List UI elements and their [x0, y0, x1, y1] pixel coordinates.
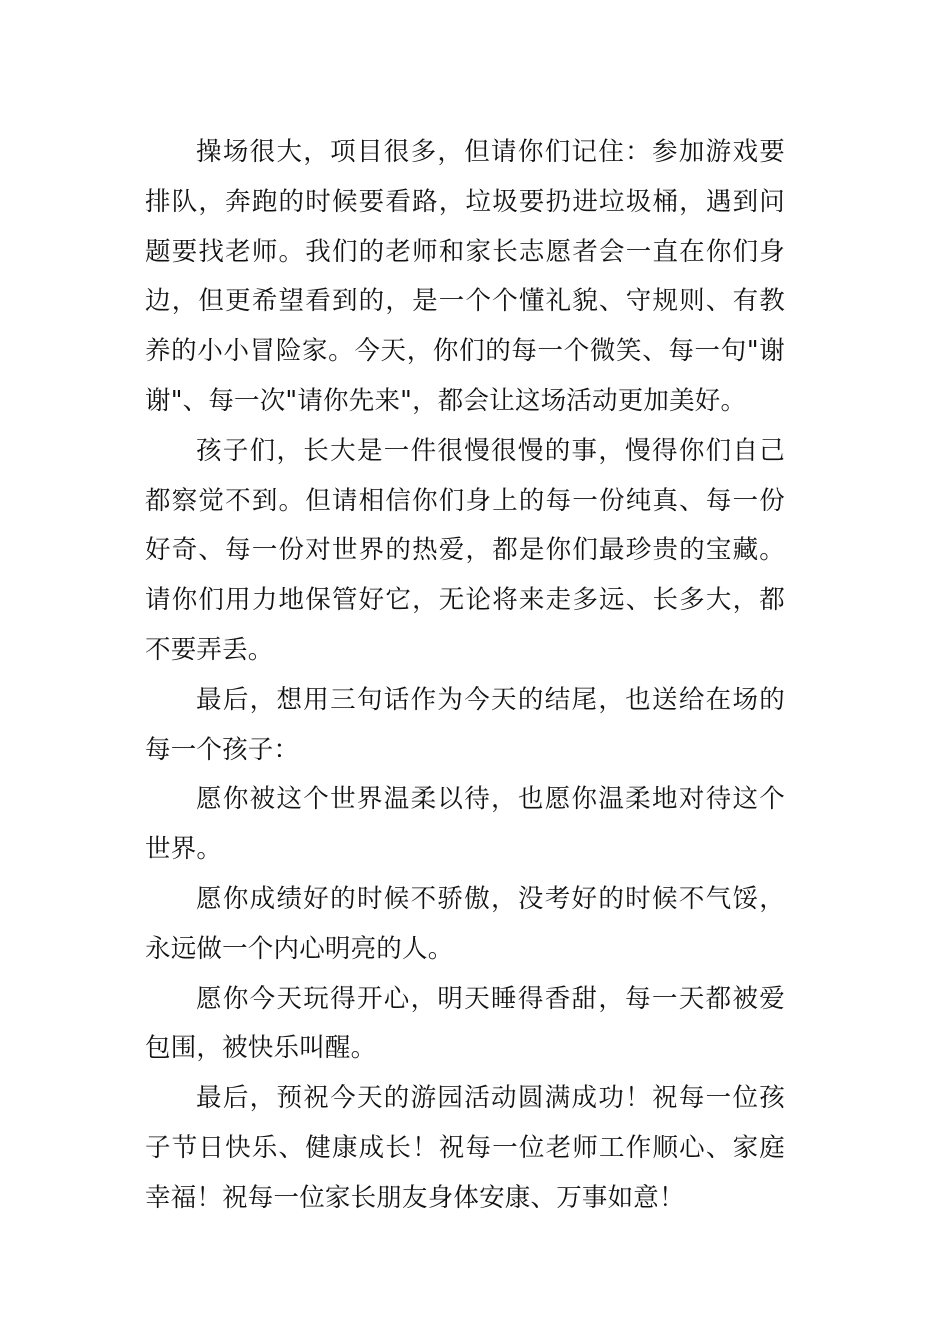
- paragraph: 最后，预祝今天的游园活动圆满成功！祝每一位孩子节日快乐、健康成长！祝每一位老师工作顺心、家庭幸福！祝每一位家长朋友身体安康、万事如意！: [145, 1083, 785, 1213]
- paragraph: 愿你被这个世界温柔以待，也愿你温柔地对待这个世界。: [145, 784, 785, 865]
- paragraph: 愿你今天玩得开心，明天睡得香甜，每一天都被爱包围，被快乐叫醒。: [145, 983, 785, 1064]
- document-body: [145, 128, 785, 1224]
- paragraph: 操场很大，项目很多，但请你们记住：参加游戏要排队，奔跑的时候要看路，垃圾要扔进垃圾桶，遇到问题要找老师。我们的老师和家长志愿者会一直在你们身边，但更希望看到的，是一个个懂礼貌、守规则、有教养的小小冒险家。今天，你们的每一个微笑、每一句"谢谢"、每一次"请你先来"，都会让这场活动更加美好。: [145, 137, 785, 416]
- paragraph: 最后，想用三句话作为今天的结尾，也送给在场的每一个孩子：: [145, 684, 785, 765]
- paragraph: 孩子们，长大是一件很慢很慢的事，慢得你们自己都察觉不到。但请相信你们身上的每一份纯真、每一份好奇、每一份对世界的热爱，都是你们最珍贵的宝藏。请你们用力地保管好它，无论将来走多远、长多大，都不要弄丢。: [145, 435, 785, 665]
- paragraph: 愿你成绩好的时候不骄傲，没考好的时候不气馁，永远做一个内心明亮的人。: [145, 883, 785, 964]
